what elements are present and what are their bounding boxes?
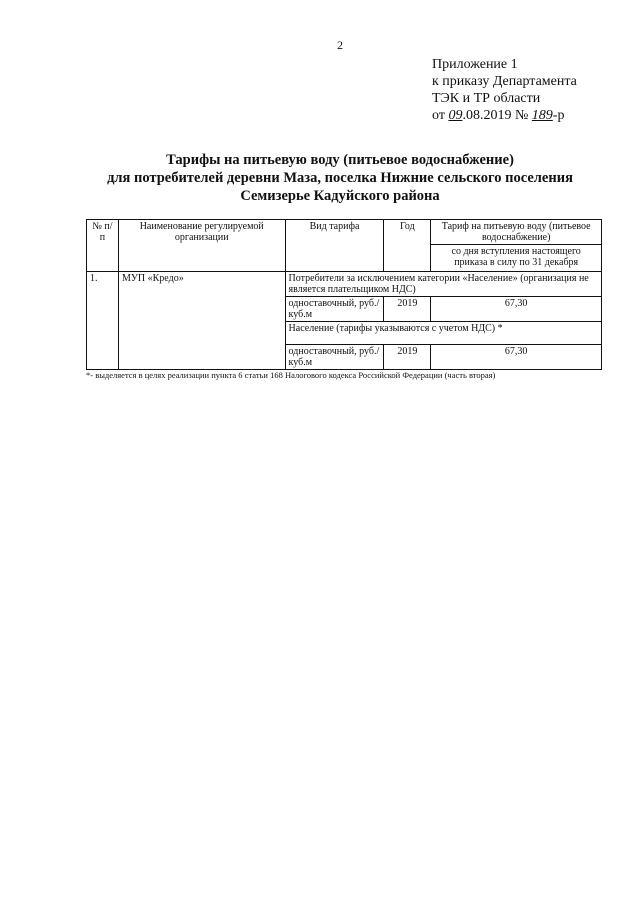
title-line-3: Семизерье Кадуйского района bbox=[240, 188, 440, 204]
appendix-date-line bbox=[432, 107, 577, 124]
appendix-block bbox=[432, 56, 577, 124]
header-org: Наименование регулируемой организации bbox=[118, 220, 285, 272]
date-prefix: от bbox=[432, 108, 449, 123]
category-2: Население (тарифы указываются с учетом НДС) * bbox=[285, 322, 601, 345]
category-1-type: одноставочный, руб./куб.м bbox=[285, 297, 384, 322]
header-tariff: Тариф на питьевую воду (питьевое водоснабжение) bbox=[431, 220, 602, 245]
date-day: 09 bbox=[448, 108, 463, 123]
date-rest: .08.2019 № bbox=[462, 108, 532, 123]
category-2-type: одноставочный, руб./куб.м bbox=[285, 345, 384, 370]
category-1-year: 2019 bbox=[384, 297, 431, 322]
appendix-line-2: к приказу Департамента bbox=[432, 74, 577, 89]
header-type: Вид тарифа bbox=[285, 220, 384, 272]
header-year: Год bbox=[384, 220, 431, 272]
row-num: 1. bbox=[87, 272, 119, 370]
category-2-value: 67,30 bbox=[431, 345, 602, 370]
header-num: № п/п bbox=[87, 220, 119, 272]
row-org: МУП «Кредо» bbox=[118, 272, 285, 370]
footnote: *- выделяется в целях реализации пункта 6 статьи 168 Налогового кодекса Российской Федерации (часть вторая) bbox=[86, 370, 496, 380]
category-1: Потребители за исключением категории «Население» (организация не является плательщиком НДС) bbox=[285, 272, 601, 297]
header-tariff-period: со дня вступления настоящего приказа в силу по 31 декабря bbox=[431, 245, 602, 272]
order-suffix: -р bbox=[552, 108, 565, 123]
table-header-row bbox=[87, 220, 602, 245]
category-2-year: 2019 bbox=[384, 345, 431, 370]
appendix-line-3: ТЭК и ТР области bbox=[432, 91, 541, 106]
appendix-line-1: Приложение 1 bbox=[432, 57, 518, 72]
tariff-table bbox=[86, 219, 602, 370]
table-row bbox=[87, 272, 602, 297]
category-1-value: 67,30 bbox=[431, 297, 602, 322]
page-number: 2 bbox=[337, 38, 343, 52]
title-line-2: для потребителей деревни Маза, поселка Нижние сельского поселения bbox=[107, 170, 573, 186]
document-title bbox=[60, 151, 620, 205]
order-number: 189 bbox=[531, 108, 553, 123]
title-line-1: Тарифы на питьевую воду (питьевое водоснабжение) bbox=[166, 152, 514, 168]
